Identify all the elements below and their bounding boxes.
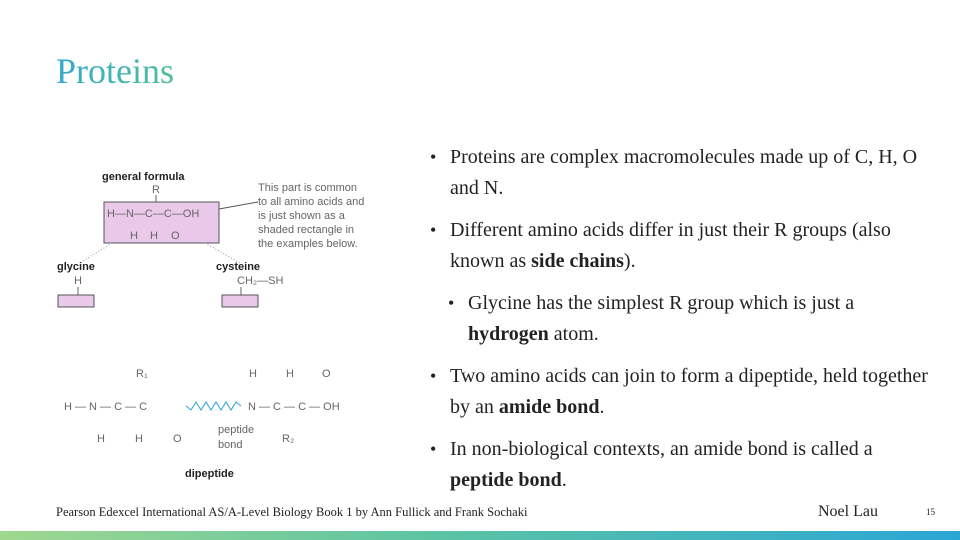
bullet-list: [430, 142, 930, 507]
svg-text:peptide: peptide: [218, 424, 255, 436]
svg-text:H: H: [135, 433, 143, 445]
author-name: Noel Lau: [818, 503, 878, 520]
svg-text:glycine: glycine: [57, 261, 95, 273]
svg-text:H: H: [97, 433, 105, 445]
svg-text:H: H: [286, 368, 294, 380]
svg-text:O: O: [171, 230, 180, 242]
svg-text:is just shown as a: is just shown as a: [258, 210, 345, 222]
svg-text:dipeptide: dipeptide: [185, 468, 234, 480]
bullet-4: • In non-biological contexts, an amide bond is called a peptide bond.: [430, 434, 930, 496]
svg-text:general formula: general formula: [102, 171, 185, 183]
svg-text:to all amino acids and: to all amino acids and: [258, 196, 365, 208]
bullet-2: • Different amino acids differ in just their R groups (also known as side chains).: [430, 215, 930, 277]
svg-text:H: H: [74, 275, 82, 287]
svg-text:H—N—C—C—OH: H—N—C—C—OH: [107, 208, 200, 220]
svg-text:O: O: [173, 433, 182, 445]
svg-text:the examples below.: the examples below.: [258, 238, 358, 250]
svg-text:R₁: R₁: [136, 368, 148, 380]
bullet-3: • Two amino acids can join to form a dipeptide, held together by an amide bond.: [430, 361, 930, 423]
bullet-1: • Proteins are complex macromolecules made up of C, H, O and N.: [430, 142, 930, 204]
svg-text:CH₂—SH: CH₂—SH: [237, 275, 284, 287]
svg-text:H: H: [130, 230, 138, 242]
footer-source: Pearson Edexcel International AS/A-Level Biology Book 1 by Ann Fullick and Frank Sochaki: [56, 505, 528, 519]
amino-acid-diagram: [40, 160, 390, 490]
svg-text:bond: bond: [218, 439, 243, 451]
slide-title: Proteins: [56, 51, 175, 91]
bullet-2-sub: • Glycine has the simplest R group which is just a hydrogen atom.: [448, 288, 930, 350]
svg-text:H: H: [150, 230, 158, 242]
page-number: 15: [926, 507, 935, 517]
svg-text:H: H: [249, 368, 257, 380]
svg-text:cysteine: cysteine: [216, 261, 261, 273]
svg-text:N — C — C — OH: N — C — C — OH: [248, 401, 340, 413]
svg-text:H — N — C — C: H — N — C — C: [64, 401, 148, 413]
svg-text:R: R: [152, 184, 160, 196]
footer-gradient-bar: [0, 531, 960, 540]
svg-text:R₂: R₂: [282, 433, 295, 445]
svg-text:shaded rectangle in: shaded rectangle in: [258, 224, 355, 236]
svg-text:O: O: [322, 368, 331, 380]
svg-text:This part is common: This part is common: [258, 182, 358, 194]
